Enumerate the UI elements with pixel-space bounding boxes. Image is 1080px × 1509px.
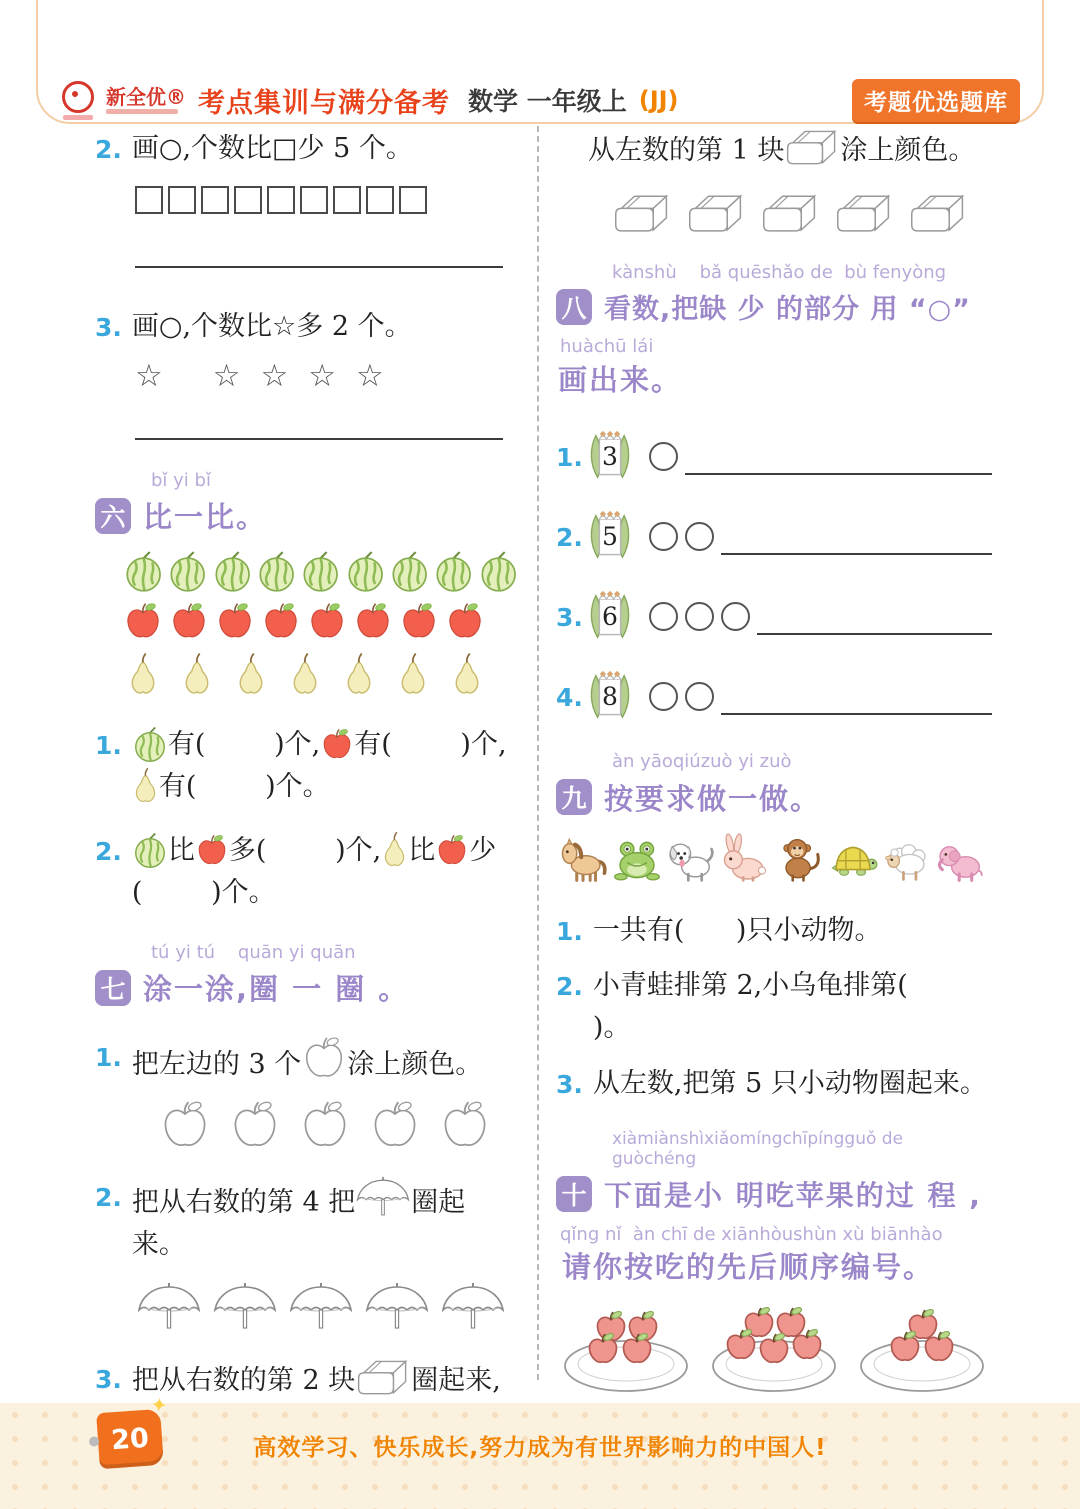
answer-line — [721, 712, 992, 715]
apple-outline-icon — [159, 1100, 211, 1152]
question-number: 2. — [95, 1183, 122, 1213]
section-9-header — [556, 751, 992, 818]
question-text: 有( )个, — [354, 729, 507, 761]
apple-icon — [435, 834, 469, 868]
apple-icon — [353, 602, 393, 642]
pear-icon — [235, 652, 267, 696]
watermelon-icon — [433, 550, 474, 592]
square-shape — [168, 186, 196, 214]
monkey-icon — [774, 832, 824, 884]
pinyin: tú yi tú quān yi quān — [151, 941, 356, 963]
section-title: 比一比。 — [143, 500, 268, 535]
apple-outline-icon — [369, 1100, 421, 1152]
square-shape — [135, 186, 163, 214]
right-column — [556, 128, 992, 1494]
watermelon-icon — [478, 550, 519, 592]
question-text: 少 — [469, 834, 497, 866]
pear-icon — [181, 652, 213, 696]
question-text: 比 — [408, 834, 436, 866]
circle-shape — [649, 442, 678, 471]
star-shape: ☆ — [135, 357, 183, 394]
umbrella-icon — [365, 1282, 429, 1334]
pear-icon — [451, 652, 483, 696]
pinyin: xiàmiànshìxiǎomíngchīpíngguǒ de guòchéng — [612, 1129, 909, 1170]
answer-line — [135, 438, 503, 440]
left-column — [95, 128, 519, 1402]
question-text: ( )个。 — [131, 876, 276, 908]
dog-icon — [666, 832, 716, 884]
section-10-header — [556, 1129, 992, 1286]
apple-outline-icon — [301, 1036, 347, 1082]
umbrella-icon — [213, 1282, 277, 1334]
question-text: 比 — [167, 834, 195, 866]
watermelon-icon — [132, 832, 168, 868]
square-shape — [366, 186, 394, 214]
circle-shape — [685, 682, 714, 711]
section-title: 涂一涂,圈 一 圈 。 — [143, 972, 410, 1007]
flower-number-flag — [587, 427, 633, 485]
question-continued — [588, 128, 992, 172]
question-number: 1. — [95, 1043, 122, 1073]
square-shape — [399, 186, 427, 214]
apple-icon — [320, 728, 354, 762]
watermelon-icon — [389, 550, 430, 592]
circle-shape — [649, 602, 678, 631]
eraser-icon — [760, 192, 820, 236]
answer-line — [135, 266, 503, 268]
apple-outline-icon — [229, 1100, 281, 1152]
question-number: 3. — [95, 1364, 122, 1394]
question-number: 1. — [95, 731, 122, 761]
apple-icon — [445, 602, 485, 642]
umbrella-icon — [355, 1176, 411, 1220]
question-number: 3. — [556, 603, 583, 633]
apple-icon — [307, 602, 347, 642]
question-text: 圈起来, — [411, 1364, 501, 1396]
flag-number: 5 — [601, 522, 618, 552]
apple-icon — [169, 602, 209, 642]
question-number: 1. — [556, 443, 583, 473]
circle-shape — [685, 602, 714, 631]
horse-icon — [558, 832, 608, 884]
section-title: 请你按吃的先后顺序编号。 — [562, 1250, 935, 1285]
section-7-question-1 — [95, 1036, 519, 1086]
section-7-header — [95, 942, 519, 1009]
question-number: 2. — [95, 836, 122, 866]
pinyin: kànshù bǎ quēshǎo de bù fenyòng — [612, 261, 947, 283]
question-text: 一共有( )只小动物。 — [592, 914, 882, 946]
question-text: 从左数的第 1 块 — [588, 135, 785, 166]
flag-number: 8 — [601, 682, 618, 712]
apple-icon — [399, 602, 439, 642]
brand-logo-icon — [62, 81, 94, 120]
question-text: 涂上颜色。 — [840, 135, 976, 166]
section-6-header — [95, 470, 519, 537]
eraser-icon — [612, 192, 672, 236]
pear-icon — [127, 652, 159, 696]
pinyin: bǐ yi bǐ — [151, 469, 211, 491]
eraser-row — [612, 192, 992, 236]
header-badge: 考题优选题库 — [852, 79, 1020, 122]
eraser-icon — [908, 192, 968, 236]
answer-line — [757, 632, 992, 635]
eraser-icon — [784, 128, 840, 168]
question-text: 画○,个数比□少 5 个。 — [131, 133, 413, 164]
plate-4-icon — [560, 1304, 692, 1396]
flag-number: 6 — [601, 602, 618, 632]
circle-shape — [649, 682, 678, 711]
question-text: 有( )个, — [167, 729, 321, 761]
square-shape — [234, 186, 262, 214]
question-text: 圈起来。 — [131, 1187, 466, 1260]
pear-icon — [132, 767, 159, 804]
answer-line — [685, 472, 992, 475]
star-shape: ☆ — [260, 357, 309, 394]
footer-slogan: 高效学习、快乐成长,努力成为有世界影响力的中国人! — [253, 1435, 827, 1461]
draw-circles-item-3 — [556, 585, 992, 647]
section-title: 画出来。 — [558, 363, 683, 398]
flower-number-flag — [587, 667, 633, 725]
column-divider — [537, 126, 539, 1380]
question-text: 从左数,把第 5 只小动物圈起来。 — [592, 1068, 987, 1100]
watermelon-icon — [167, 550, 208, 592]
pinyin: huàchū lái — [560, 336, 654, 358]
question-number: 3. — [556, 1070, 583, 1100]
question-number: 2. — [556, 523, 583, 553]
flower-number-flag — [587, 587, 633, 645]
draw-circles-item-1 — [556, 425, 992, 487]
square-shape — [201, 186, 229, 214]
question-2 — [95, 128, 519, 170]
question-number: 3. — [95, 312, 122, 342]
apple-icon — [215, 602, 255, 642]
umbrella-row — [137, 1282, 519, 1334]
question-text: 多( )个, — [228, 834, 382, 866]
square-shape — [300, 186, 328, 214]
page-number: 20 — [110, 1422, 150, 1456]
section-title: 按要求做一做。 — [604, 781, 822, 816]
pear-icon — [289, 652, 321, 696]
apple-plates-row — [560, 1304, 992, 1396]
circle-shape — [649, 522, 678, 551]
section-title: 看数,把缺 少 的部分 用 “○” — [604, 294, 971, 326]
question-text: 涂上颜色。 — [347, 1049, 483, 1081]
section-badge: 十 — [556, 1176, 592, 1212]
sheep-icon — [882, 832, 932, 884]
square-shape — [333, 186, 361, 214]
frog-icon — [612, 832, 662, 884]
turtle-icon — [828, 832, 878, 884]
pinyin: àn yāoqiúzuò yi zuò — [612, 751, 792, 773]
flower-number-flag — [587, 507, 633, 565]
watermelon-icon — [256, 550, 297, 592]
brand-name: 新全优® — [106, 84, 186, 109]
section-6-question-2 — [95, 830, 519, 914]
question-number: 2. — [95, 135, 122, 164]
watermelon-row — [123, 550, 519, 592]
question-number: 2. — [556, 972, 583, 1002]
question-number: 1. — [556, 916, 583, 946]
section-badge: 八 — [556, 289, 592, 325]
rabbit-icon — [720, 832, 770, 884]
pear-icon — [343, 652, 375, 696]
circle-shape — [685, 522, 714, 551]
question-text: 把从右数的第 2 块 — [131, 1364, 356, 1396]
squares-row — [135, 186, 519, 214]
square-shape — [267, 186, 295, 214]
watermelon-icon — [345, 550, 386, 592]
watermelon-icon — [212, 550, 253, 592]
pinyin: qǐng nǐ àn chī de xiānhòushùn xù biānhào — [560, 1223, 943, 1245]
star-shape: ☆ — [356, 357, 404, 394]
circle-shape — [721, 602, 750, 631]
page-footer — [0, 1403, 1080, 1509]
apple-icon — [261, 602, 301, 642]
flag-number: 3 — [601, 442, 618, 472]
apple-icon — [195, 834, 229, 868]
edition-tag: (JJ) — [638, 86, 679, 114]
pear-icon — [381, 831, 408, 868]
subject-grade: 数学 一年级上 — [468, 87, 627, 116]
apple-outline-row — [159, 1100, 519, 1152]
section-6-question-1 — [95, 724, 519, 808]
apple-outline-icon — [299, 1100, 351, 1152]
draw-circles-item-2 — [556, 505, 992, 567]
section-9-question-1 — [556, 910, 992, 952]
answer-line — [721, 552, 992, 555]
umbrella-icon — [441, 1282, 505, 1334]
star-shape: ☆ — [212, 357, 261, 394]
apple-row — [123, 602, 519, 642]
section-9-question-3 — [556, 1063, 992, 1105]
watermelon-icon — [123, 550, 164, 592]
umbrella-icon — [137, 1282, 201, 1334]
apple-icon — [123, 602, 163, 642]
section-badge: 九 — [556, 779, 592, 815]
series-title: 考点集训与满分备考 — [198, 87, 450, 119]
elephant-icon — [936, 832, 986, 884]
plate-3-icon — [856, 1304, 988, 1396]
draw-circles-item-4 — [556, 665, 992, 727]
pear-icon — [397, 652, 429, 696]
question-text: 有( )个。 — [158, 771, 330, 803]
section-badge: 七 — [95, 970, 131, 1006]
umbrella-icon — [289, 1282, 353, 1334]
question-text: 把从右数的第 4 把 — [131, 1187, 356, 1219]
section-9-question-2 — [556, 965, 992, 1049]
question-text: 小青蛙排第 2,小乌龟排第( )。 — [592, 970, 960, 1044]
section-7-question-2 — [95, 1176, 519, 1266]
section-badge: 六 — [95, 498, 131, 534]
watermelon-icon — [300, 550, 341, 592]
question-text: 把左边的 3 个 — [131, 1049, 302, 1081]
eraser-icon — [355, 1358, 411, 1398]
section-title: 下面是小 明吃苹果的过 程 , — [604, 1178, 982, 1212]
star-shape: ☆ — [308, 357, 357, 394]
watermelon-icon — [132, 726, 168, 762]
stars-row — [135, 358, 519, 394]
apple-outline-icon — [439, 1100, 491, 1152]
eraser-icon — [686, 192, 746, 236]
animals-row — [558, 832, 992, 884]
question-3 — [95, 306, 519, 348]
eraser-icon — [834, 192, 894, 236]
plate-5-icon — [708, 1304, 840, 1396]
question-text: 画○,个数比☆多 2 个。 — [131, 310, 412, 342]
section-8-header — [556, 262, 992, 399]
pear-row — [127, 652, 519, 696]
page-header — [62, 80, 1020, 120]
question-number: 4. — [556, 683, 583, 713]
